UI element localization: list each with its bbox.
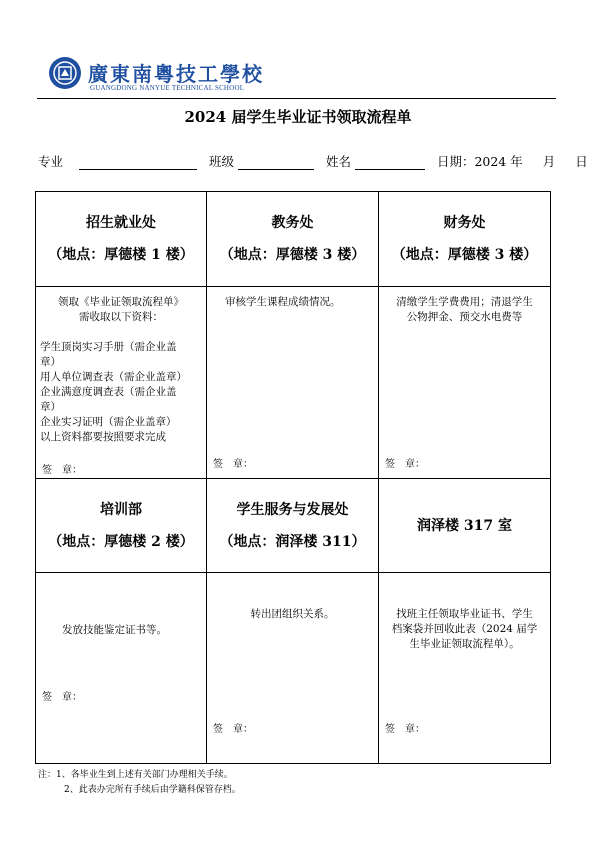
dept-name: 招生就业处: [86, 215, 156, 231]
date-label: 日期：2024 年: [436, 154, 523, 169]
body-line: 章）: [40, 356, 61, 368]
body-line: 学生顶岗实习手册（需企业盖: [40, 341, 177, 353]
body-line: 企业实习证明（需企业盖章）: [40, 416, 177, 428]
day-label: 日: [575, 154, 588, 169]
class-label: 班级: [208, 154, 234, 169]
dept-location: （地点：厚德楼 2 楼）: [48, 534, 194, 550]
body-line: 用人单位调查表（需企业盖章）: [40, 371, 187, 383]
class-field[interactable]: [238, 155, 314, 170]
school-logo: [48, 56, 82, 90]
sign-label: 签 章：: [213, 724, 253, 735]
body-line: 生毕业证领取流程单）。: [409, 638, 520, 650]
dept-name: 教务处: [271, 215, 314, 231]
month-label: 月: [542, 154, 556, 169]
body-line: 领取《毕业证领取流程单》: [58, 296, 184, 308]
sign-label: 签 章：: [385, 459, 425, 470]
dept-name: 财务处: [443, 215, 486, 231]
dept-body-cell: [36, 287, 207, 479]
dept-header-cell: [379, 479, 551, 573]
dept-body-cell: [207, 573, 379, 764]
school-name-en: GUANGDONG NANYUE TECHNICAL SCHOOL: [90, 84, 245, 92]
body-line: 以上资料都要按照要求完成: [40, 431, 166, 443]
sign-label: 签 章：: [42, 465, 82, 476]
dept-body-cell: [207, 287, 379, 479]
spacer: [40, 325, 202, 340]
school-name-cn: 廣東南粵技工學校: [88, 62, 264, 86]
dept-header-cell: [207, 192, 379, 287]
dept-body-cell: [379, 287, 551, 479]
dept-name: 润泽楼 317 室: [417, 518, 512, 534]
footnote: 注：1、各毕业生到上述有关部门办理相关手续。: [38, 770, 233, 780]
footnote: 2、此表办完所有手续后由学籍科保管存档。: [64, 785, 241, 795]
header-divider: [37, 98, 556, 99]
body-line: 发放技能鉴定证书等。: [62, 624, 167, 636]
dept-header-cell: [36, 192, 207, 287]
major-field[interactable]: [79, 155, 197, 170]
dept-location: （地点：厚德楼 3 楼）: [391, 247, 538, 263]
dept-location: （地点：润泽楼 311）: [219, 534, 366, 550]
dept-header-cell: [36, 479, 207, 573]
process-table: [35, 191, 550, 763]
body-line: 转出团组织关系。: [250, 608, 335, 620]
name-label: 姓名: [325, 154, 351, 169]
dept-name: 学生服务与发展处: [236, 502, 349, 518]
body-line: 公物押金、预交水电费等: [406, 311, 523, 323]
major-label: 专业: [38, 154, 64, 169]
info-row: [38, 152, 588, 170]
dept-header-cell: [207, 479, 379, 573]
dept-location: （地点：厚德楼 3 楼）: [219, 247, 366, 263]
body-line: 企业满意度调查表（需企业盖: [40, 386, 177, 398]
sign-label: 签 章：: [213, 459, 253, 470]
name-field[interactable]: [355, 155, 425, 170]
sign-label: 签 章：: [42, 692, 82, 703]
dept-body-cell: [36, 573, 207, 764]
sign-label: 签 章：: [385, 724, 425, 735]
body-line: 需收取以下资料：: [79, 311, 163, 323]
body-line: 档案袋并回收此表（2024 届学: [391, 623, 538, 635]
body-line: 章）: [40, 401, 61, 413]
dept-name: 培训部: [100, 502, 142, 518]
footnotes: [38, 768, 241, 798]
body-line: 审核学生课程成绩情况。: [225, 296, 341, 308]
body-line: 清缴学生学费费用；清退学生: [396, 296, 533, 308]
body-line: 找班主任领取毕业证书、学生: [396, 608, 533, 620]
dept-header-cell: [379, 192, 551, 287]
dept-location: （地点：厚德楼 1 楼）: [48, 247, 194, 263]
page-title: 2024 届学生毕业证书领取流程单: [184, 108, 412, 126]
dept-body-cell: [379, 573, 551, 764]
